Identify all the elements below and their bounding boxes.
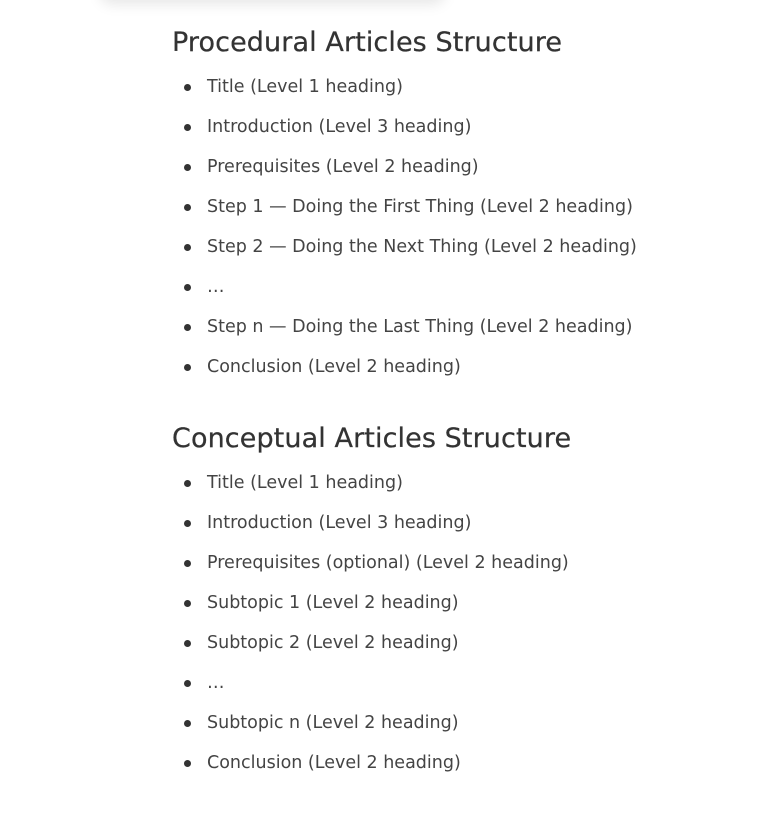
section-title-conceptual: Conceptual Articles Structure	[172, 423, 572, 454]
bullet-icon	[184, 480, 191, 487]
list-item-text: Step 2 — Doing the Next Thing (Level 2 heading)	[207, 237, 637, 257]
list-item	[172, 743, 569, 783]
bullet-icon	[184, 720, 191, 727]
bullet-icon	[184, 560, 191, 567]
list-item-text: Conclusion (Level 2 heading)	[207, 357, 461, 377]
list-item-text: Subtopic 2 (Level 2 heading)	[207, 633, 459, 653]
list-item	[172, 543, 569, 583]
list-item-text: …	[207, 277, 225, 297]
list-item	[172, 307, 637, 347]
bullet-icon	[184, 520, 191, 527]
list-item	[172, 463, 569, 503]
list-item-text: Title (Level 1 heading)	[207, 77, 403, 97]
bullet-icon	[184, 84, 191, 91]
list-item-text: Step n — Doing the Last Thing (Level 2 heading)	[207, 317, 633, 337]
list-item-text: Title (Level 1 heading)	[207, 473, 403, 493]
list-item-text: Subtopic 1 (Level 2 heading)	[207, 593, 459, 613]
list-item	[172, 147, 637, 187]
bullet-icon	[184, 244, 191, 251]
list-item	[172, 703, 569, 743]
list-item-text: Prerequisites (Level 2 heading)	[207, 157, 479, 177]
list-item	[172, 503, 569, 543]
bullet-icon	[184, 600, 191, 607]
list-item-text: Step 1 — Doing the First Thing (Level 2 heading)	[207, 197, 633, 217]
bullet-icon	[184, 164, 191, 171]
list-item-text: Subtopic n (Level 2 heading)	[207, 713, 459, 733]
bullet-icon	[184, 204, 191, 211]
list-item-text: Introduction (Level 3 heading)	[207, 117, 472, 137]
list-item	[172, 663, 569, 703]
list-item-text: Conclusion (Level 2 heading)	[207, 753, 461, 773]
bullet-icon	[184, 640, 191, 647]
conceptual-structure-list	[172, 463, 569, 783]
list-item-text: Prerequisites (optional) (Level 2 heading)	[207, 553, 569, 573]
list-item	[172, 347, 637, 387]
bullet-icon	[184, 680, 191, 687]
bullet-icon	[184, 364, 191, 371]
bullet-icon	[184, 324, 191, 331]
list-item	[172, 227, 637, 267]
list-item	[172, 583, 569, 623]
list-item-text: …	[207, 673, 225, 693]
list-item	[172, 107, 637, 147]
bullet-icon	[184, 124, 191, 131]
list-item	[172, 187, 637, 227]
list-item	[172, 623, 569, 663]
section-title-procedural: Procedural Articles Structure	[172, 27, 563, 58]
bullet-icon	[184, 284, 191, 291]
list-item	[172, 67, 637, 107]
list-item-text: Introduction (Level 3 heading)	[207, 513, 472, 533]
list-item	[172, 267, 637, 307]
procedural-structure-list	[172, 67, 637, 387]
bullet-icon	[184, 760, 191, 767]
